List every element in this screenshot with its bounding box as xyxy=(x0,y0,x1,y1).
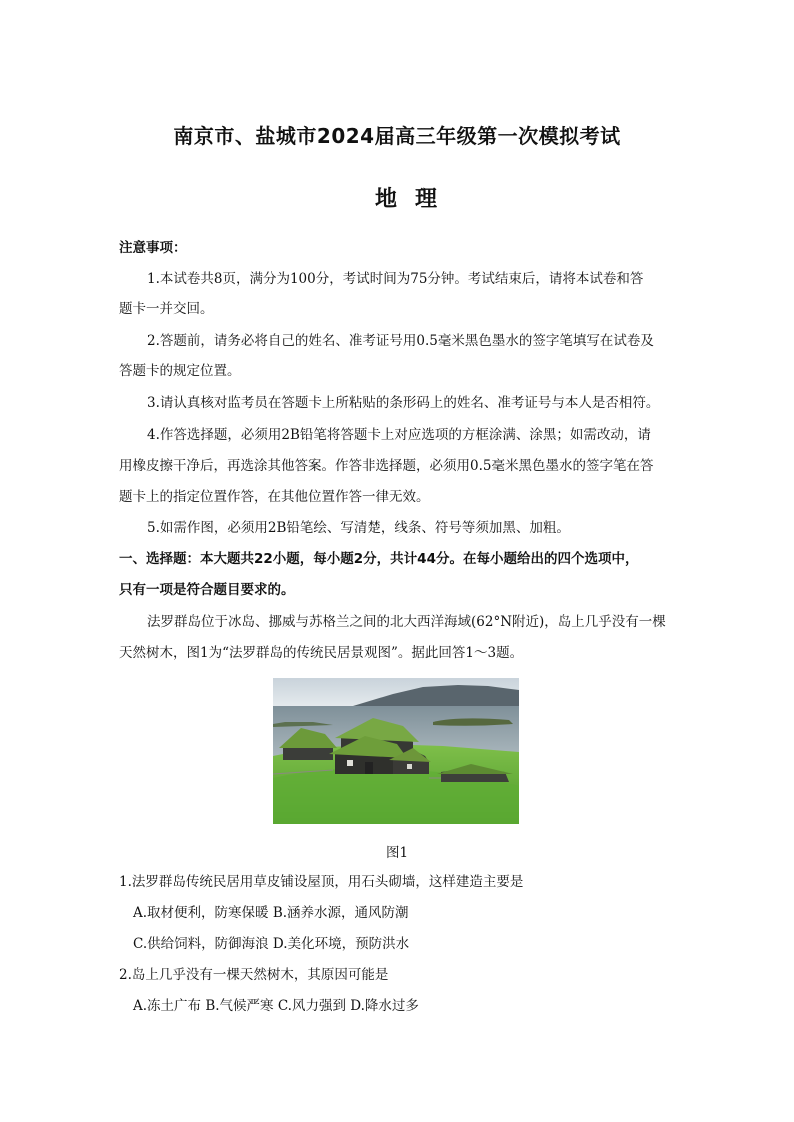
question-1-options-row-1: A.取材便利，防寒保暖 B.涵养水源，通风防潮 xyxy=(133,905,409,921)
notice-item-4-line-3: 题卡上的指定位置作答，在其他位置作答一律无效。 xyxy=(119,489,430,505)
section-heading-line-2: 只有一项是符合题目要求的。 xyxy=(119,582,295,598)
faroe-houses-photo xyxy=(273,678,519,824)
question-1-options-row-2: C.供给饲料，防御海浪 D.美化环境，预防洪水 xyxy=(133,936,410,952)
notice-item-3: 3.请认真核对监考员在答题卡上所粘贴的条形码上的姓名、准考证号与本人是否相符。 xyxy=(147,395,660,411)
section-heading-line-1: 一、选择题：本大题共22小题，每小题2分，共计44分。在每小题给出的四个选项中， xyxy=(119,551,639,567)
notice-item-4-line-2: 用橡皮擦干净后，再选涂其他答案。作答非选择题，必须用0.5毫米黑色墨水的签字笔在答 xyxy=(119,458,654,474)
notice-item-2-line-1: 2.答题前，请务必将自己的姓名、准考证号用0.5毫米黑色墨水的签字笔填写在试卷及 xyxy=(147,333,654,349)
subject-title: 地理 xyxy=(374,187,455,212)
question-2-stem: 2.岛上几乎没有一棵天然树木，其原因可能是 xyxy=(119,967,389,983)
exam-title: 南京市、盐城市2024届高三年级第一次模拟考试 xyxy=(173,124,621,148)
notice-item-1-line-1: 1.本试卷共8页，满分为100分，考试时间为75分钟。考试结束后，请将本试卷和答 xyxy=(147,271,644,287)
notice-item-5: 5.如需作图，必须用2B铅笔绘、写清楚，线条、符号等须加黑、加粗。 xyxy=(147,520,570,536)
notice-item-4-line-1: 4.作答选择题，必须用2B铅笔将答题卡上对应选项的方框涂满、涂黑；如需改动，请 xyxy=(147,427,651,443)
question-1-stem: 1.法罗群岛传统民居用草皮铺设屋顶，用石头砌墙，这样建造主要是 xyxy=(119,874,524,890)
notice-item-2-line-2: 答题卡的规定位置。 xyxy=(119,363,241,379)
question-2-options-row-1: A.冻土广布 B.气候严寒 C.风力强到 D.降水过多 xyxy=(133,998,419,1014)
passage-line-2: 天然树木，图1为“法罗群岛的传统民居景观图”。据此回答1～3题。 xyxy=(119,645,524,661)
figure-caption: 图1 xyxy=(385,845,409,861)
notice-item-1-line-2: 题卡一并交回。 xyxy=(119,301,214,317)
passage-line-1: 法罗群岛位于冰岛、挪威与苏格兰之间的北大西洋海域(62°N附近)，岛上几乎没有一棵 xyxy=(147,614,666,630)
notice-heading: 注意事项： xyxy=(119,240,187,256)
